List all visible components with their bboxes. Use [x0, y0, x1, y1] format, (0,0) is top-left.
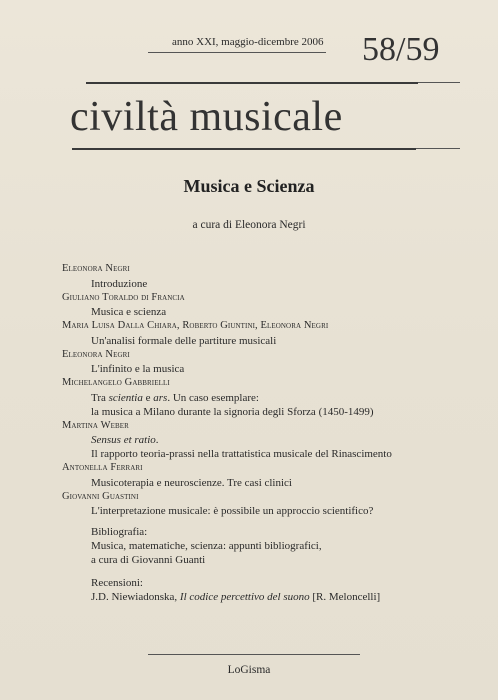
bibliography-line: a cura di Giovanni Guanti	[91, 554, 206, 566]
toc-work-title	[62, 334, 472, 348]
toc-work-title	[62, 362, 472, 376]
lower-title-rule	[72, 148, 416, 150]
toc-author: Martina Weber	[62, 419, 129, 431]
toc-title-italic: scientia	[108, 391, 143, 404]
bibliography-section	[91, 525, 471, 567]
toc-title-text: L'infinito e la musica	[91, 363, 185, 375]
publisher-name: LoGisma	[227, 664, 271, 676]
toc-author: Giovanni Guastini	[62, 490, 139, 502]
toc-author: Michelangelo Gabbrielli	[62, 377, 170, 388]
bibliography-line: Musica, matematiche, scienza: appunti bibliografici,	[91, 540, 322, 552]
toc-author: Maria Luisa Dalla Chiara, Roberto Giuntini, Eleonora Negri	[62, 320, 329, 331]
journal-title: civiltà musicale	[70, 94, 343, 140]
toc-title-italic: ars	[153, 391, 168, 404]
upper-title-rule-extension	[418, 82, 460, 83]
toc-author: Eleonora Negri	[62, 263, 130, 274]
toc-entry	[62, 461, 472, 490]
review-book-title: Il codice percettivo del suono	[179, 591, 310, 603]
toc-title-text: Tra	[91, 391, 109, 404]
toc-title-text: L'interpretazione musicale: è possibile un approccio scientifico?	[91, 505, 374, 517]
issue-line: anno XXI, maggio-dicembre 2006	[172, 36, 324, 48]
toc-work-title	[62, 504, 472, 518]
top-thin-rule	[148, 52, 326, 53]
toc-title-text: Un'analisi formale delle partiture musicali	[91, 334, 277, 347]
upper-title-rule	[86, 82, 418, 84]
review-entry	[91, 590, 471, 604]
toc-title-text: Musica e scienza	[91, 306, 167, 318]
issue-editor: a cura di Eleonora Negri	[192, 219, 306, 231]
reviews-section	[91, 576, 471, 604]
toc-entry	[62, 262, 472, 291]
table-of-contents	[62, 262, 472, 518]
reviews-heading: Recensioni:	[91, 577, 143, 589]
toc-title-text: la musica a Milano durante la signoria degli Sforza (1450-1499)	[91, 405, 374, 418]
lower-title-rule-extension	[416, 148, 460, 149]
toc-work-title	[62, 277, 472, 291]
toc-entry	[62, 419, 472, 462]
toc-author: Eleonora Negri	[62, 348, 130, 360]
issue-number: 58/59	[362, 31, 440, 68]
reviewer: [R. Meloncelli]	[309, 591, 381, 603]
bottom-rule	[148, 654, 360, 655]
toc-work-title	[62, 447, 472, 461]
toc-title-text: Il rapporto teoria-prassi nella trattatistica musicale del Rinascimento	[91, 448, 392, 460]
toc-title-text: . Un caso esemplare:	[167, 391, 259, 404]
toc-entry	[62, 490, 472, 519]
toc-entry	[62, 291, 472, 320]
toc-work-title	[62, 391, 472, 405]
toc-title-text: .	[155, 434, 159, 446]
toc-work-title	[62, 405, 472, 419]
review-author: J.D. Niewiadonska,	[91, 591, 180, 603]
toc-entry	[62, 319, 472, 348]
toc-author: Giuliano Toraldo di Francia	[62, 291, 185, 303]
toc-entry	[62, 348, 472, 377]
toc-author: Antonella Ferrari	[62, 462, 143, 473]
toc-title-text: e	[142, 391, 154, 404]
toc-title-text: Introduzione	[91, 277, 148, 290]
bibliography-heading: Bibliografia:	[91, 526, 148, 538]
toc-entry	[62, 376, 472, 419]
toc-work-title	[62, 433, 472, 447]
toc-work-title	[62, 305, 472, 319]
issue-title: Musica e Scienza	[183, 176, 315, 196]
toc-work-title	[62, 476, 472, 490]
toc-title-italic: Sensus et ratio	[91, 434, 156, 446]
toc-title-text: Musicoterapia e neuroscienze. Tre casi clinici	[91, 476, 292, 489]
